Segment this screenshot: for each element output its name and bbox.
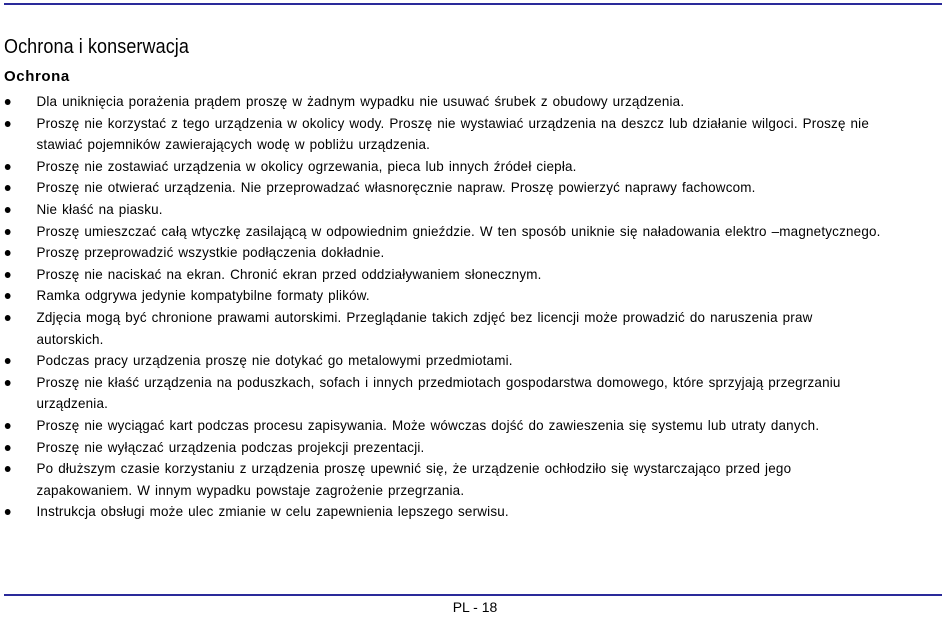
list-item [0,458,881,501]
list-item-text: Zdjęcia mogą być chronione prawami autorskimi. Przeglądanie takich zdjęć bez licencji może prowadzić do naruszenia praw autorskich. [36,308,813,347]
list-item [0,91,881,113]
bullet-icon [5,272,11,278]
list-item-text: Nie kłaść na piasku. [36,200,163,217]
list-item [0,285,881,307]
list-item [0,113,881,156]
section-heading: Ochrona [4,68,70,85]
bullet-icon [5,445,11,451]
list-item-text: Proszę nie naciskać na ekran. Chronić ekran przed oddziaływaniem słonecznym. [36,265,542,282]
bullet-icon [5,185,11,191]
bullet-icon [5,509,11,515]
bullet-icon [5,121,11,127]
list-item-text: Proszę nie wyłączać urządzenia podczas projekcji prezentacji. [36,438,425,455]
bullet-icon [5,423,11,429]
list-item-text: Proszę przeprowadzić wszystkie podłączenia dokładnie. [36,244,385,261]
bullet-icon [5,466,11,472]
bullet-icon [5,99,11,105]
bottom-rule [4,594,942,596]
list-item-text: Dla uniknięcia porażenia prądem proszę w żadnym wypadku nie usuwać śrubek z obudowy urządzenia. [36,93,685,109]
list-item [0,221,881,243]
list-item [0,350,881,372]
list-item-text: Proszę nie zostawiać urządzenia w okolicy ogrzewania, pieca lub innych źródeł ciepła. [36,157,577,174]
bullet-icon [5,293,11,299]
list-item [0,437,881,459]
list-item [0,372,881,415]
list-item [0,307,881,350]
list-item-text: Po dłuższym czasie korzystaniu z urządzenia proszę upewnić się, że urządzenie ochłodziło się wystarczająco przed jego zapakowaniem. W innym wypadku powstaje zagrożenie przegrzania. [36,460,792,498]
page-title: Ochrona i konserwacja [4,36,189,58]
bullet-icon [5,250,11,256]
list-item [0,242,881,264]
list-item [0,156,881,178]
safety-list [0,91,950,523]
bullet-icon [5,229,11,235]
list-item-text: Ramka odgrywa jedynie kompatybilne formaty plików. [36,287,370,304]
list-item-text: Proszę nie wyciągać kart podczas procesu zapisywania. Może wówczas dojść do zawieszenia się systemu lub utraty danych. [36,416,820,433]
top-rule [4,3,942,5]
list-item-text: Proszę nie kłaść urządzenia na poduszkach, sofach i innych przedmiotach gospodarstwa domowego, które sprzyjają przegrzaniu urządzenia. [36,373,841,412]
list-item [0,177,881,199]
bullet-icon [5,315,11,321]
list-item-text: Proszę umieszczać całą wtyczkę zasilającą w odpowiednim gnieździe. W ten sposób uniknie się naładowania elektro –magnetycznego. [36,222,881,239]
list-item-text: Instrukcja obsługi może ulec zmianie w celu zapewnienia lepszego serwisu. [36,503,509,520]
bullet-icon [5,207,11,213]
bullet-icon [5,380,11,386]
list-item-text: Proszę nie otwierać urządzenia. Nie przeprowadzać własnoręcznie napraw. Proszę powierzyć naprawy fachowcom. [36,179,756,196]
list-item [0,199,881,221]
list-item [0,264,881,286]
list-item [0,415,881,437]
list-item-text: Podczas pracy urządzenia proszę nie dotykać go metalowymi przedmiotami. [36,352,513,369]
bullet-icon [5,358,11,364]
list-item [0,501,881,523]
bullet-icon [5,164,11,170]
list-item-text: Proszę nie korzystać z tego urządzenia w okolicy wody. Proszę nie wystawiać urządzenia na deszcz lub działanie wilgoci. Proszę nie stawiać pojemników zawierających wodę w pobliżu urządzenia. [36,114,870,153]
page-number: PL - 18 [452,599,498,615]
